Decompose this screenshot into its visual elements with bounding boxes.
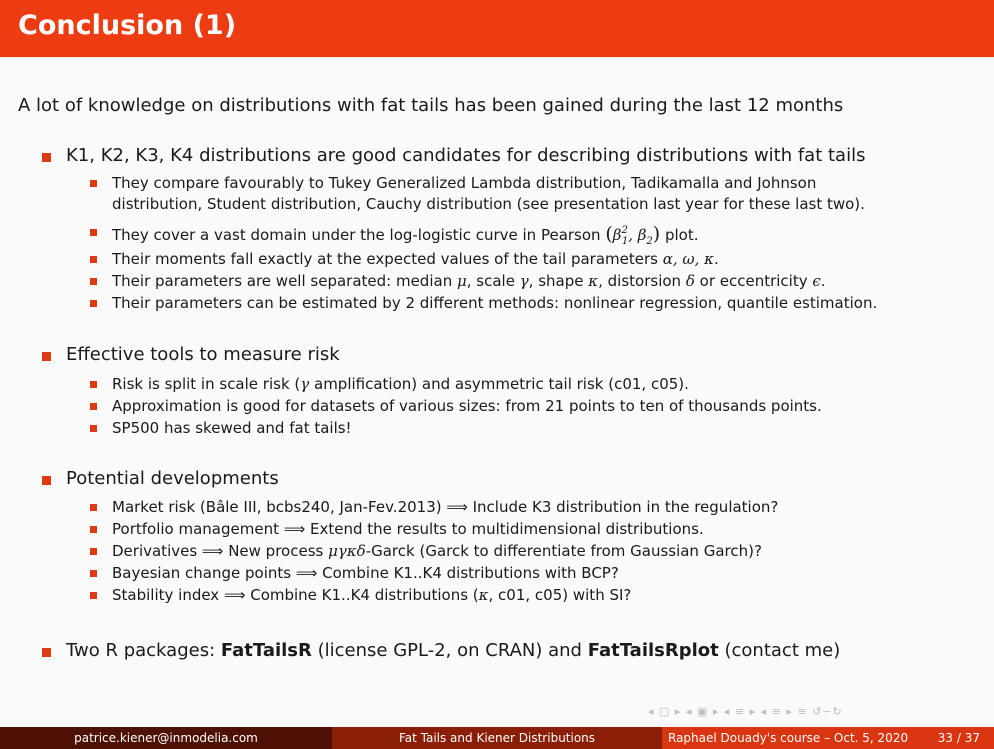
bullet-square-icon [90, 526, 97, 533]
footer-course-info [662, 727, 994, 749]
footer-email: patrice.kiener@inmodelia.com [0, 727, 332, 749]
bullet-square-icon [90, 256, 97, 263]
slide-title-bar [0, 0, 994, 57]
beamer-navigation-controls[interactable]: ◂ ▢ ▸ ◂ ▣ ▸ ◂ ≡ ▸ ◂ ≡ ▸ ≡ ↺∽↻ [648, 705, 843, 718]
bullet-square-icon [42, 352, 51, 361]
slide-title: Conclusion (1) [18, 10, 237, 41]
bullet-square-icon [90, 403, 97, 410]
bullet-square-icon [90, 278, 97, 285]
bullet-square-icon [90, 180, 97, 187]
footer-page-number: 33 / 37 [937, 731, 980, 745]
bullet-square-icon [90, 504, 97, 511]
bullet-square-icon [90, 592, 97, 599]
package-fattailsr: FatTailsR [220, 640, 312, 661]
bullet-square-icon [90, 381, 97, 388]
bullet-square-icon [90, 548, 97, 555]
bullet-square-icon [42, 153, 51, 162]
bullet-square-icon [90, 425, 97, 432]
package-fattailsrplot: FatTailsRplot [587, 640, 719, 661]
bullet-square-icon [90, 300, 97, 307]
footer-course: Raphael Douady's course – Oct. 5, 2020 [668, 731, 909, 745]
bullet-square-icon [90, 570, 97, 577]
bullet-square-icon [42, 476, 51, 485]
bullet-square-icon [42, 648, 51, 657]
slide-footer [0, 727, 994, 749]
pearson-formula: ($\beta^2_1$, $\beta_2$) [605, 223, 661, 247]
bullet-square-icon [90, 229, 97, 236]
footer-talk-title: Fat Tails and Kiener Distributions [332, 727, 662, 749]
intro-text: A lot of knowledge on distributions with fat tails has been gained during the last 12 months [18, 95, 844, 116]
